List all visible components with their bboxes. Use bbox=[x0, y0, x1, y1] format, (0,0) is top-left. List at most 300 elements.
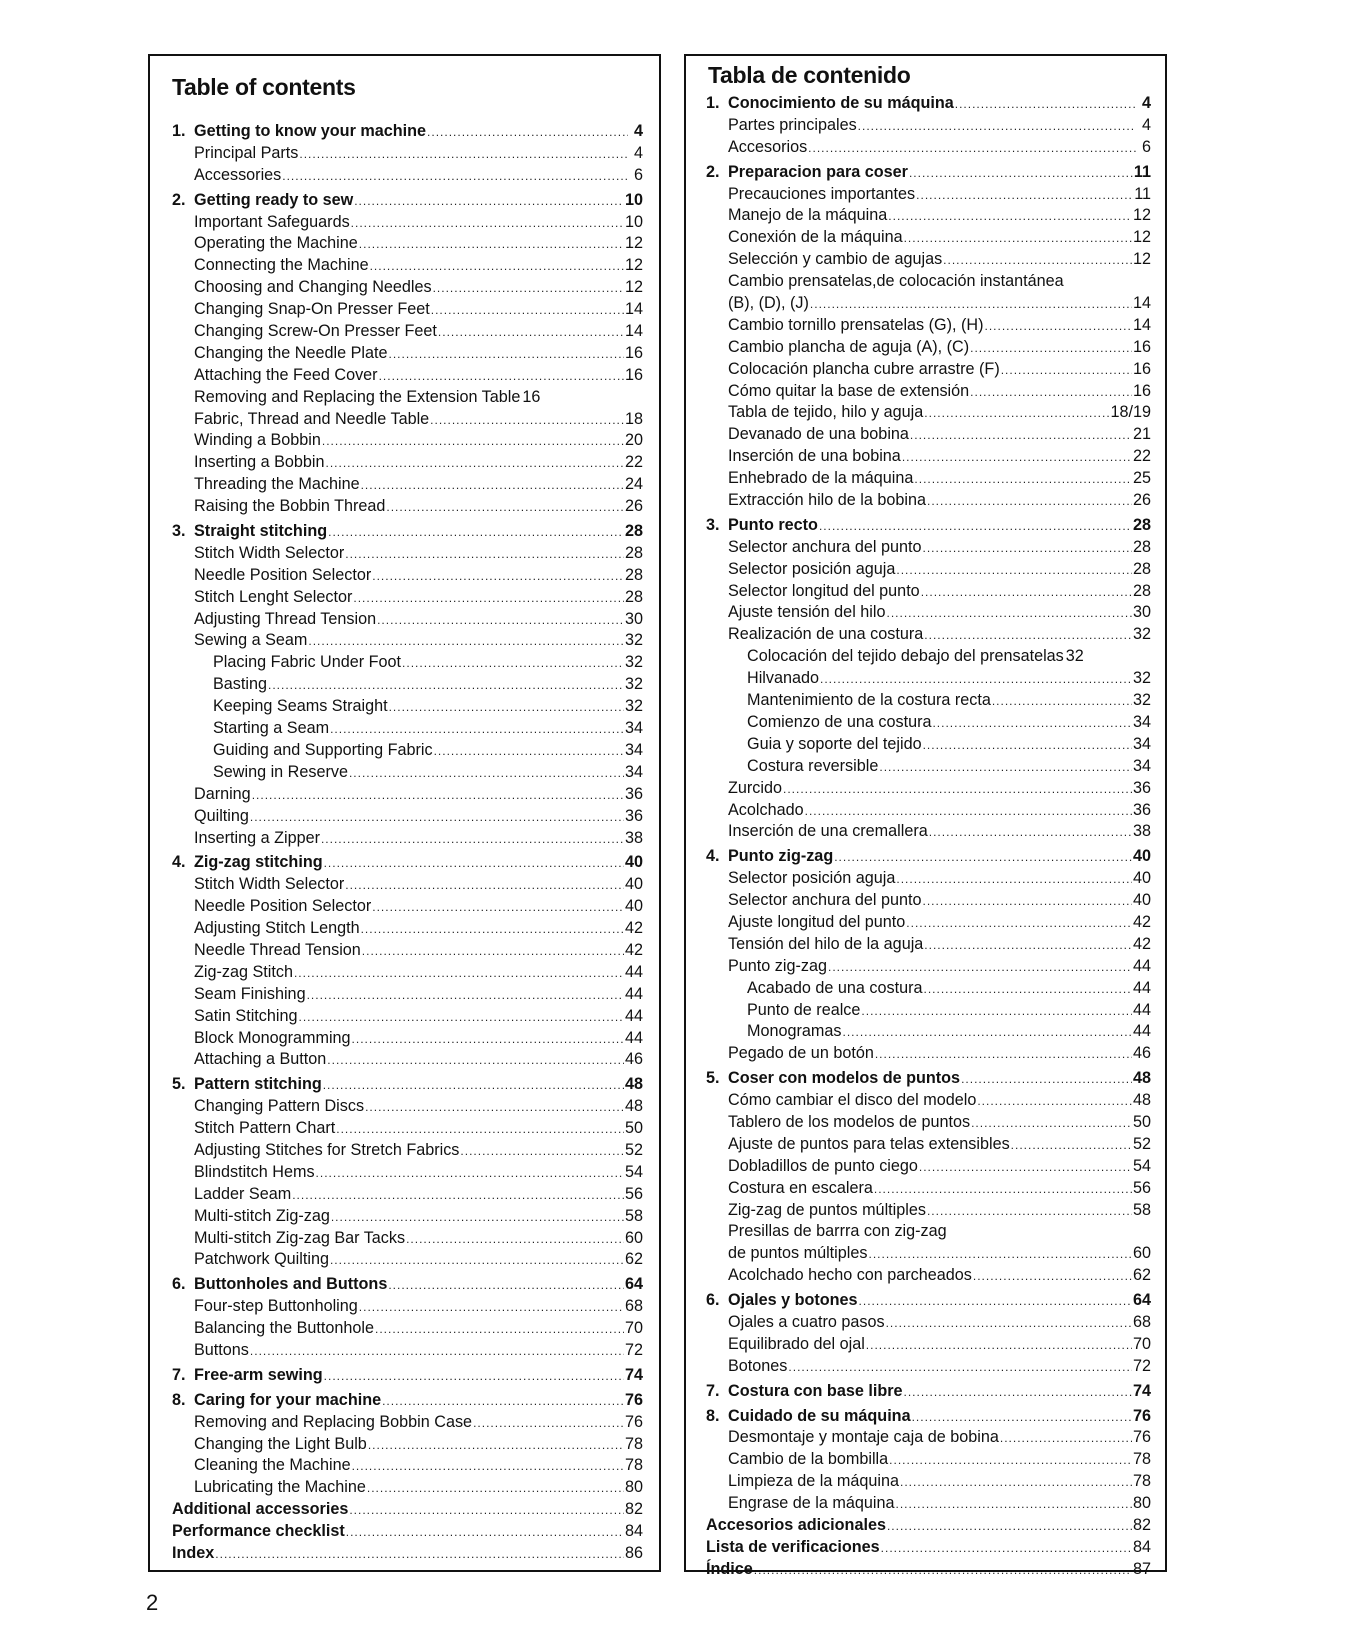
toc-page-number: 28 bbox=[1132, 581, 1151, 600]
toc-page-number: 48 bbox=[624, 1075, 643, 1094]
dot-leader bbox=[970, 382, 1132, 404]
toc-subentry[interactable] bbox=[706, 1178, 1151, 1200]
spanish-toc-list bbox=[706, 93, 1151, 1581]
toc-subentry[interactable] bbox=[172, 784, 643, 806]
toc-subentry[interactable] bbox=[172, 652, 643, 674]
toc-entry-label: Tablero de los modelos de puntos bbox=[728, 1112, 971, 1131]
dot-leader bbox=[349, 1500, 624, 1522]
toc-subentry[interactable] bbox=[172, 718, 643, 740]
toc-page-number: 4 bbox=[1141, 94, 1151, 112]
toc-page-number: 44 bbox=[624, 1028, 643, 1047]
toc-subentry[interactable] bbox=[172, 387, 643, 409]
toc-section-entry[interactable] bbox=[172, 1390, 643, 1412]
toc-page-number: 34 bbox=[1132, 712, 1151, 731]
toc-subentry[interactable] bbox=[172, 874, 643, 896]
toc-appendix-entry[interactable] bbox=[706, 1515, 1151, 1537]
toc-entry-label: Ladder Seam bbox=[194, 1184, 292, 1203]
dot-leader bbox=[919, 1157, 1132, 1179]
dot-leader bbox=[389, 697, 624, 719]
toc-subentry[interactable] bbox=[172, 1096, 643, 1118]
toc-page-number: 12 bbox=[1132, 206, 1151, 225]
toc-subentry[interactable] bbox=[706, 624, 1151, 646]
toc-subentry[interactable] bbox=[172, 696, 643, 718]
toc-subentry[interactable] bbox=[172, 630, 643, 652]
toc-entry-label: Cómo quitar la base de extensión bbox=[728, 381, 970, 400]
dot-leader bbox=[250, 807, 624, 829]
toc-entry-label: Needle Position Selector bbox=[194, 897, 372, 916]
toc-entry-label: Seam Finishing bbox=[194, 984, 306, 1003]
toc-entry-label: Placing Fabric Under Foot bbox=[213, 653, 402, 672]
toc-section-entry[interactable] bbox=[706, 162, 1151, 184]
toc-subentry[interactable] bbox=[706, 381, 1151, 403]
toc-entry-label: Connecting the Machine bbox=[194, 256, 369, 275]
toc-entry-label: Stitch Lenght Selector bbox=[194, 587, 353, 606]
toc-subentry[interactable] bbox=[172, 343, 643, 365]
toc-entry-label: Selector posición aguja bbox=[728, 869, 896, 888]
toc-subentry[interactable] bbox=[172, 740, 643, 762]
toc-entry-label: Acolchado hecho con parcheados bbox=[728, 1266, 972, 1285]
toc-subentry[interactable] bbox=[172, 940, 643, 962]
toc-subentry[interactable] bbox=[706, 559, 1151, 581]
toc-subentry[interactable] bbox=[706, 581, 1151, 603]
toc-entry-label: Blindstitch Hems bbox=[194, 1162, 315, 1181]
english-toc-title: Table of contents bbox=[172, 74, 356, 100]
dot-leader bbox=[473, 1413, 624, 1435]
dot-leader bbox=[352, 1456, 624, 1478]
toc-appendix-entry[interactable] bbox=[172, 1521, 643, 1543]
dot-leader bbox=[923, 735, 1132, 757]
toc-page-number: 52 bbox=[1132, 1134, 1151, 1153]
dot-leader bbox=[861, 1001, 1132, 1023]
toc-subentry[interactable] bbox=[706, 1000, 1151, 1022]
toc-entry-label: Desmontaje y montaje caja de bobina bbox=[728, 1428, 999, 1447]
toc-entry-label: Zig-zag stitching bbox=[194, 853, 323, 872]
toc-section-number: 5. bbox=[172, 1075, 186, 1094]
dot-leader bbox=[434, 741, 624, 763]
toc-page-number: 76 bbox=[1132, 1428, 1151, 1447]
toc-subentry[interactable] bbox=[706, 978, 1151, 1000]
toc-appendix-entry[interactable] bbox=[172, 1499, 643, 1521]
dot-leader bbox=[282, 166, 628, 188]
toc-page-number: 12 bbox=[1132, 250, 1151, 269]
toc-subentry[interactable] bbox=[706, 602, 1151, 624]
toc-page-number: 46 bbox=[1132, 1044, 1151, 1063]
toc-entry-label: Acabado de una costura bbox=[747, 978, 923, 997]
toc-entry-label: Presillas de barrra con zig-zag bbox=[728, 1222, 947, 1241]
toc-entry-label: de puntos múltiples bbox=[728, 1244, 868, 1263]
toc-subentry[interactable] bbox=[706, 1156, 1151, 1178]
toc-page-number: 50 bbox=[624, 1119, 643, 1138]
toc-subentry[interactable] bbox=[172, 609, 643, 631]
toc-entry-label: Ajuste longitud del punto bbox=[728, 912, 906, 931]
toc-subentry[interactable] bbox=[172, 143, 643, 165]
dot-leader bbox=[904, 228, 1132, 250]
dot-leader bbox=[389, 344, 624, 366]
toc-subentry[interactable] bbox=[706, 115, 1151, 137]
spanish-toc-panel bbox=[684, 54, 1167, 1578]
dot-leader bbox=[331, 1207, 624, 1229]
toc-subentry[interactable] bbox=[172, 1028, 643, 1050]
toc-page-number: 38 bbox=[624, 828, 643, 847]
toc-page-number: 36 bbox=[1132, 800, 1151, 819]
toc-entry-label: Punto de realce bbox=[747, 1000, 861, 1019]
toc-subentry[interactable] bbox=[172, 1455, 643, 1477]
toc-subentry[interactable] bbox=[706, 490, 1151, 512]
toc-entry-label: Changing Screw-On Presser Feet bbox=[194, 322, 437, 341]
toc-section-entry[interactable] bbox=[706, 93, 1151, 115]
dot-leader bbox=[322, 431, 624, 453]
toc-subentry[interactable] bbox=[172, 1006, 643, 1028]
toc-entry-label: Adjusting Stitches for Stretch Fabrics bbox=[194, 1140, 460, 1159]
dot-leader bbox=[431, 300, 624, 322]
toc-entry-label: Partes principales bbox=[728, 115, 857, 134]
toc-subentry[interactable] bbox=[172, 1049, 643, 1071]
dot-leader bbox=[820, 669, 1132, 691]
toc-section-number: 3. bbox=[172, 522, 186, 541]
toc-subentry[interactable] bbox=[706, 1243, 1151, 1265]
toc-subentry[interactable] bbox=[706, 821, 1151, 843]
dot-leader bbox=[294, 963, 624, 985]
toc-entry-label: Inserting a Zipper bbox=[194, 828, 320, 847]
toc-subentry[interactable] bbox=[706, 315, 1151, 337]
toc-subentry[interactable] bbox=[706, 868, 1151, 890]
toc-subentry[interactable] bbox=[172, 1140, 643, 1162]
dot-leader bbox=[868, 1244, 1132, 1266]
toc-page-number: 54 bbox=[624, 1162, 643, 1181]
toc-section-number: 1. bbox=[172, 122, 186, 140]
toc-subentry[interactable] bbox=[172, 1477, 643, 1499]
dot-leader bbox=[859, 1291, 1132, 1313]
toc-subentry[interactable] bbox=[706, 1200, 1151, 1222]
toc-entry-label: Cleaning the Machine bbox=[194, 1456, 351, 1475]
toc-subentry[interactable] bbox=[172, 452, 643, 474]
toc-subentry[interactable] bbox=[172, 587, 643, 609]
toc-subentry[interactable] bbox=[706, 1471, 1151, 1493]
toc-entry-label: Zig-zag Stitch bbox=[194, 962, 293, 981]
toc-subentry[interactable] bbox=[172, 1206, 643, 1228]
toc-page-number: 58 bbox=[1132, 1200, 1151, 1219]
toc-subentry[interactable] bbox=[172, 918, 643, 940]
toc-subentry[interactable] bbox=[706, 227, 1151, 249]
toc-subentry[interactable] bbox=[706, 1043, 1151, 1065]
dot-leader bbox=[324, 853, 624, 875]
toc-entry-label: Ojales a cuatro pasos bbox=[728, 1312, 885, 1331]
dot-leader bbox=[828, 957, 1132, 979]
toc-subentry[interactable] bbox=[706, 402, 1151, 424]
dot-leader bbox=[402, 653, 624, 675]
toc-section-entry[interactable] bbox=[706, 1068, 1151, 1090]
toc-subentry[interactable] bbox=[172, 828, 643, 850]
toc-subentry[interactable] bbox=[172, 1296, 643, 1318]
toc-subentry[interactable] bbox=[706, 756, 1151, 778]
toc-entry-label: Block Monogramming bbox=[194, 1028, 351, 1047]
toc-subentry[interactable] bbox=[172, 1118, 643, 1140]
toc-subentry[interactable] bbox=[172, 806, 643, 828]
toc-subentry[interactable] bbox=[172, 365, 643, 387]
toc-section-entry[interactable] bbox=[172, 852, 643, 874]
toc-entry-label: Straight stitching bbox=[194, 522, 328, 541]
toc-section-number: 2. bbox=[172, 190, 186, 209]
english-toc-list bbox=[172, 121, 643, 1565]
toc-section-entry[interactable] bbox=[172, 190, 643, 212]
toc-subentry[interactable] bbox=[172, 212, 643, 234]
toc-entry-label: Changing the Light Bulb bbox=[194, 1434, 367, 1453]
toc-subentry[interactable] bbox=[706, 359, 1151, 381]
dot-leader bbox=[406, 1229, 624, 1251]
toc-section-entry[interactable] bbox=[706, 846, 1151, 868]
toc-subentry[interactable] bbox=[172, 1318, 643, 1340]
toc-entry-label: Starting a Seam bbox=[213, 719, 330, 738]
dot-leader bbox=[973, 1266, 1132, 1288]
dot-leader bbox=[361, 475, 624, 497]
toc-subentry[interactable] bbox=[706, 956, 1151, 978]
toc-subentry[interactable] bbox=[706, 205, 1151, 227]
page-number: 2 bbox=[146, 1590, 159, 1615]
dot-leader bbox=[330, 1250, 624, 1272]
toc-entry-label: Enhebrado de la máquina bbox=[728, 469, 914, 488]
toc-subentry[interactable] bbox=[706, 1312, 1151, 1334]
toc-page-number: 68 bbox=[1132, 1312, 1151, 1331]
toc-subentry[interactable] bbox=[706, 293, 1151, 315]
toc-entry-label: Ojales y botones bbox=[728, 1291, 858, 1310]
toc-subentry[interactable] bbox=[706, 734, 1151, 756]
dot-leader bbox=[336, 1119, 624, 1141]
toc-subentry[interactable] bbox=[172, 565, 643, 587]
toc-subentry[interactable] bbox=[172, 233, 643, 255]
dot-leader bbox=[889, 1450, 1132, 1472]
toc-entry-label: Multi-stitch Zig-zag Bar Tacks bbox=[194, 1228, 406, 1247]
dot-leader bbox=[307, 985, 624, 1007]
toc-subentry[interactable] bbox=[706, 646, 1151, 668]
toc-subentry[interactable] bbox=[172, 409, 643, 431]
toc-subentry[interactable] bbox=[172, 674, 643, 696]
toc-subentry[interactable] bbox=[172, 496, 643, 518]
toc-subentry[interactable] bbox=[706, 1090, 1151, 1112]
toc-entry-label: Tabla de tejido, hilo y aguja bbox=[728, 403, 924, 422]
toc-subentry[interactable] bbox=[706, 1334, 1151, 1356]
toc-subentry[interactable] bbox=[706, 1134, 1151, 1156]
toc-entry-label: Limpieza de la máquina bbox=[728, 1472, 899, 1491]
toc-subentry[interactable] bbox=[172, 762, 643, 784]
toc-entry-label: Adjusting Thread Tension bbox=[194, 609, 377, 628]
toc-subentry[interactable] bbox=[172, 896, 643, 918]
dot-leader bbox=[382, 1391, 624, 1413]
toc-subentry[interactable] bbox=[706, 712, 1151, 734]
toc-page-number: 25 bbox=[1132, 469, 1151, 488]
toc-appendix-entry[interactable] bbox=[706, 1537, 1151, 1559]
toc-section-number: 8. bbox=[706, 1406, 720, 1425]
toc-entry-label: Zig-zag de puntos múltiples bbox=[728, 1200, 926, 1219]
toc-subentry[interactable] bbox=[172, 277, 643, 299]
toc-subentry[interactable] bbox=[172, 474, 643, 496]
dot-leader bbox=[977, 1091, 1132, 1113]
toc-subentry[interactable] bbox=[172, 1228, 643, 1250]
dot-leader bbox=[805, 801, 1132, 823]
toc-appendix-entry[interactable] bbox=[706, 1559, 1151, 1581]
toc-entry-label: Punto zig-zag bbox=[728, 956, 827, 975]
toc-entry-label: Basting bbox=[213, 675, 267, 694]
toc-subentry[interactable] bbox=[706, 690, 1151, 712]
toc-appendix-entry[interactable] bbox=[172, 1543, 643, 1565]
toc-subentry[interactable] bbox=[172, 1162, 643, 1184]
toc-page-number: 42 bbox=[624, 940, 643, 959]
toc-subentry[interactable] bbox=[706, 1112, 1151, 1134]
toc-entry-label: Attaching a Button bbox=[194, 1050, 327, 1069]
toc-subentry[interactable] bbox=[706, 1265, 1151, 1287]
toc-page-number: 28 bbox=[624, 565, 643, 584]
toc-page-number: 44 bbox=[1132, 956, 1151, 975]
toc-subentry[interactable] bbox=[706, 934, 1151, 956]
toc-page-number: 34 bbox=[1132, 734, 1151, 753]
toc-subentry[interactable] bbox=[172, 1184, 643, 1206]
toc-entry-label: Threading the Machine bbox=[194, 475, 360, 494]
dot-leader bbox=[896, 869, 1132, 891]
toc-entry-label: Zurcido bbox=[728, 778, 782, 797]
toc-subentry[interactable] bbox=[172, 962, 643, 984]
toc-entry-label: Performance checklist bbox=[172, 1522, 345, 1541]
dot-leader bbox=[377, 610, 624, 632]
toc-subentry[interactable] bbox=[706, 668, 1151, 690]
toc-subentry[interactable] bbox=[172, 1434, 643, 1456]
toc-entry-label: Costura reversible bbox=[747, 756, 879, 775]
toc-entry-label: Attaching the Feed Cover bbox=[194, 365, 378, 384]
toc-subentry[interactable] bbox=[706, 1021, 1151, 1043]
toc-section-entry[interactable] bbox=[172, 1274, 643, 1296]
toc-subentry[interactable] bbox=[172, 299, 643, 321]
toc-subentry[interactable] bbox=[706, 1493, 1151, 1515]
toc-subentry[interactable] bbox=[172, 321, 643, 343]
dot-leader bbox=[927, 1201, 1132, 1223]
toc-entry-label: Accesorios adicionales bbox=[706, 1516, 886, 1534]
toc-subentry[interactable] bbox=[706, 890, 1151, 912]
dot-leader bbox=[970, 338, 1132, 360]
toc-page-number: 32 bbox=[624, 631, 643, 650]
dot-leader bbox=[268, 675, 624, 697]
dot-leader bbox=[438, 322, 624, 344]
toc-entry-label: Removing and Replacing the Extension Table bbox=[194, 387, 521, 406]
dot-leader bbox=[842, 1022, 1132, 1044]
toc-subentry[interactable] bbox=[706, 1356, 1151, 1378]
toc-page-number: 38 bbox=[1132, 822, 1151, 841]
toc-subentry[interactable] bbox=[172, 984, 643, 1006]
toc-subentry[interactable] bbox=[706, 424, 1151, 446]
toc-entry-label: Multi-stitch Zig-zag bbox=[194, 1206, 330, 1225]
toc-subentry[interactable] bbox=[172, 1412, 643, 1434]
toc-page-number: 14 bbox=[624, 322, 643, 341]
toc-page-number: 11 bbox=[1133, 162, 1151, 181]
toc-subentry[interactable] bbox=[706, 537, 1151, 559]
dot-leader bbox=[250, 1341, 624, 1363]
toc-subentry[interactable] bbox=[706, 337, 1151, 359]
toc-page-number: 34 bbox=[624, 719, 643, 738]
toc-page-number: 21 bbox=[1132, 425, 1151, 444]
dot-leader bbox=[783, 779, 1132, 801]
toc-subentry[interactable] bbox=[172, 430, 643, 452]
toc-page-number: 84 bbox=[1132, 1537, 1151, 1556]
toc-page-number: 44 bbox=[1132, 978, 1151, 997]
toc-subentry[interactable] bbox=[172, 255, 643, 277]
toc-page-number: 84 bbox=[624, 1522, 643, 1541]
toc-page-number: 46 bbox=[624, 1050, 643, 1069]
toc-page-number: 14 bbox=[624, 300, 643, 319]
dot-leader bbox=[354, 191, 624, 213]
toc-section-entry[interactable] bbox=[706, 1381, 1151, 1403]
toc-entry-label: Patchwork Quilting bbox=[194, 1250, 329, 1269]
toc-page-number: 68 bbox=[624, 1297, 643, 1316]
toc-page-number: 18 bbox=[624, 409, 643, 428]
toc-subentry[interactable] bbox=[172, 1340, 643, 1362]
toc-section-entry[interactable] bbox=[706, 1290, 1151, 1312]
toc-page-number: 40 bbox=[1132, 891, 1151, 910]
toc-entry-label: Fabric, Thread and Needle Table bbox=[194, 409, 430, 428]
toc-subentry[interactable] bbox=[706, 184, 1151, 206]
dot-leader bbox=[887, 1516, 1132, 1538]
toc-entry-label: Costura con base libre bbox=[728, 1381, 903, 1400]
toc-section-entry[interactable] bbox=[172, 521, 643, 543]
toc-page-number: 62 bbox=[624, 1250, 643, 1269]
toc-subentry[interactable] bbox=[706, 800, 1151, 822]
toc-page-number: 30 bbox=[624, 609, 643, 628]
dot-leader bbox=[324, 1366, 624, 1388]
toc-page-number: 6 bbox=[633, 165, 643, 184]
toc-section-entry[interactable] bbox=[172, 1365, 643, 1387]
toc-page-number: 4 bbox=[633, 122, 643, 140]
toc-page-number: 42 bbox=[624, 919, 643, 938]
toc-subentry[interactable] bbox=[706, 446, 1151, 468]
toc-entry-label: Dobladillos de punto ciego bbox=[728, 1156, 918, 1175]
toc-page-number: 32 bbox=[1132, 669, 1151, 688]
toc-subentry[interactable] bbox=[706, 271, 1151, 293]
toc-subentry[interactable] bbox=[706, 1221, 1151, 1243]
toc-page-number: 28 bbox=[1132, 515, 1151, 534]
toc-page-number: 34 bbox=[624, 762, 643, 781]
dot-leader bbox=[971, 1113, 1132, 1135]
toc-entry-label: Principal Parts bbox=[194, 143, 299, 162]
toc-subentry[interactable] bbox=[172, 543, 643, 565]
toc-section-number: 2. bbox=[706, 162, 720, 181]
toc-subentry[interactable] bbox=[706, 778, 1151, 800]
toc-section-entry[interactable] bbox=[706, 515, 1151, 537]
dot-leader bbox=[353, 588, 624, 610]
toc-subentry[interactable] bbox=[706, 468, 1151, 490]
toc-subentry[interactable] bbox=[706, 249, 1151, 271]
toc-subentry[interactable] bbox=[172, 1249, 643, 1271]
toc-section-entry[interactable] bbox=[172, 1074, 643, 1096]
dot-leader bbox=[834, 847, 1132, 869]
toc-entry-label: Extracción hilo de la bobina bbox=[728, 491, 926, 510]
toc-subentry[interactable] bbox=[706, 137, 1151, 159]
toc-page-number: 44 bbox=[624, 1006, 643, 1025]
dot-leader bbox=[375, 1319, 624, 1341]
toc-subentry[interactable] bbox=[706, 1449, 1151, 1471]
dot-leader bbox=[924, 403, 1109, 425]
toc-page-number: 28 bbox=[624, 522, 643, 541]
toc-page-number: 52 bbox=[624, 1140, 643, 1159]
dot-leader bbox=[372, 897, 624, 919]
toc-section-entry[interactable] bbox=[172, 121, 643, 143]
dot-leader bbox=[984, 316, 1132, 338]
dot-leader bbox=[215, 1544, 624, 1566]
toc-section-entry[interactable] bbox=[706, 1406, 1151, 1428]
dot-leader bbox=[328, 522, 624, 544]
toc-subentry[interactable] bbox=[172, 165, 643, 187]
toc-page-number: 48 bbox=[624, 1097, 643, 1116]
toc-entry-label: Darning bbox=[194, 784, 251, 803]
toc-subentry[interactable] bbox=[706, 1427, 1151, 1449]
dot-leader bbox=[902, 447, 1132, 469]
toc-page-number: 74 bbox=[1132, 1381, 1151, 1400]
toc-subentry[interactable] bbox=[706, 912, 1151, 934]
